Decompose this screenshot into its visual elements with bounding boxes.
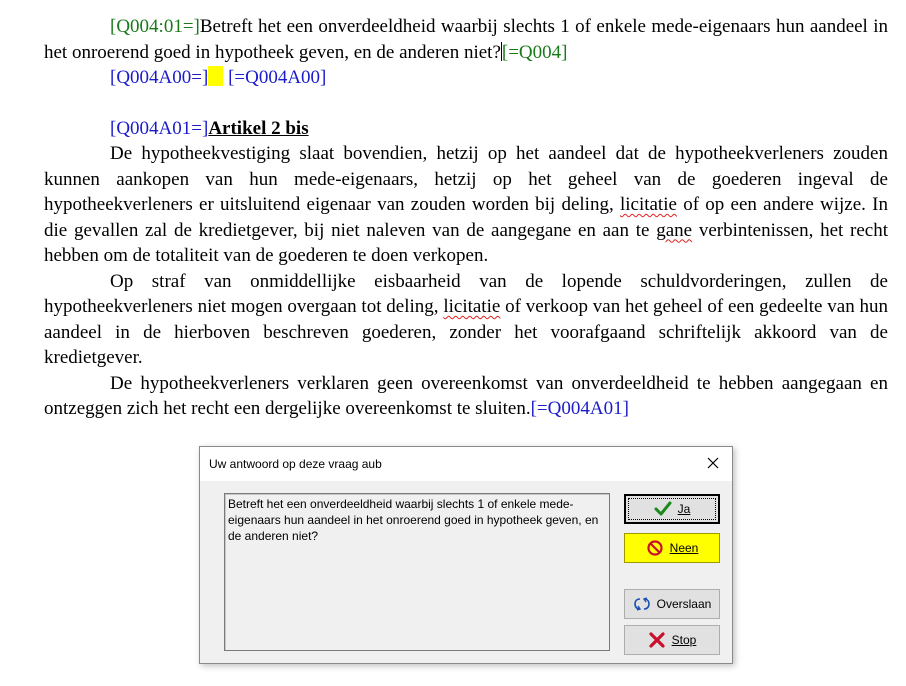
ja-label: Ja (677, 502, 691, 516)
paragraph-1 (44, 141, 888, 269)
neen-label: Neen (669, 541, 699, 555)
neen-button[interactable] (624, 533, 720, 563)
paragraph-3 (44, 371, 888, 422)
question-text: Betreft het een onverdeeldheid waarbij slechts 1 of enkele mede-eigenaars hun aandeel in het onroerend goed in hypotheek geven, en de anderen niet? (44, 16, 888, 63)
tag-q004a01-open: [Q004A01=] (110, 117, 209, 139)
paragraph-1-text-a: De hypotheekvestiging slaat bovendien, hetzij op het aandeel dat de hypotheekverleners zouden kunnen aankopen van hun mede-eigenaars, hetzij op het geheel van de goederen ingeval de hypotheekverleners er uitsluitend eigenaar van zouden worden bij deling, (44, 143, 888, 215)
tag-q004a00-close: [=Q004A00] (228, 67, 327, 88)
tag-q004a00-open: [Q004A00=] (110, 67, 209, 88)
stop-button[interactable] (624, 625, 720, 655)
paragraph-3-text: De hypotheekverleners verklaren geen overeenkomst van onverdeeldheid te hebben aangegaan en ontzeggen zich het recht een dergelijke overeenkomst te sluiten. (44, 372, 888, 419)
ja-button[interactable] (624, 494, 720, 524)
prohibited-icon (646, 539, 664, 557)
question-paragraph (44, 14, 888, 65)
paragraph-1-text-c: verbintenissen, het recht hebben om de totaliteit van de goederen te doen verkopen. (44, 219, 889, 266)
article-heading-line (44, 116, 888, 142)
question-message: Betreft het een onverdeeldheid waarbij slechts 1 of enkele mede-eigenaars hun aandeel in het onroerend goed in hypotheek geven, en de anderen niet? (224, 493, 610, 651)
tag-q004-open: [Q004:01=] (110, 16, 200, 37)
article-heading: Artikel 2 bis (208, 117, 309, 139)
answer-field-highlight[interactable] (208, 66, 223, 86)
document-body[interactable] (44, 14, 888, 422)
close-icon[interactable] (704, 452, 722, 474)
dialog-titlebar[interactable] (200, 447, 732, 481)
misspelled-word[interactable]: licitatie (443, 296, 501, 317)
paragraph-2 (44, 269, 888, 371)
dialog-title: Uw antwoord op deze vraag aub (209, 457, 382, 471)
paragraph-2-text-a: Op straf van onmiddellijke eisbaarheid van de lopende schuldvorderingen, zullen de hypotheekverleners niet mogen overgaan tot deling, (44, 270, 888, 317)
paragraph-2-text-b: of verkoop van het geheel of een gedeelte van hun aandeel in de hierboven beschreven goederen, zonder het voorafgaand schriftelijk akkoord van de kredietgever. (44, 296, 888, 368)
overslaan-label: Overslaan (656, 597, 712, 611)
paragraph-1-text-b: of op een andere wijze. In die gevallen zal de kredietgever, bij niet naleven van de aangegane en aan te (44, 194, 888, 241)
skip-icon (633, 595, 651, 613)
misspelled-word[interactable]: licitatie (619, 194, 677, 215)
x-icon (648, 631, 666, 649)
overslaan-button[interactable] (624, 589, 720, 619)
misspelled-word[interactable]: gane (656, 219, 693, 241)
answer-field-line (44, 65, 888, 91)
check-icon (654, 500, 672, 518)
answer-dialog (199, 446, 733, 664)
tag-q004a01-close: [=Q004A01] (530, 398, 629, 419)
tag-q004-close: [=Q004] (501, 41, 568, 63)
stop-label: Stop (671, 633, 697, 647)
